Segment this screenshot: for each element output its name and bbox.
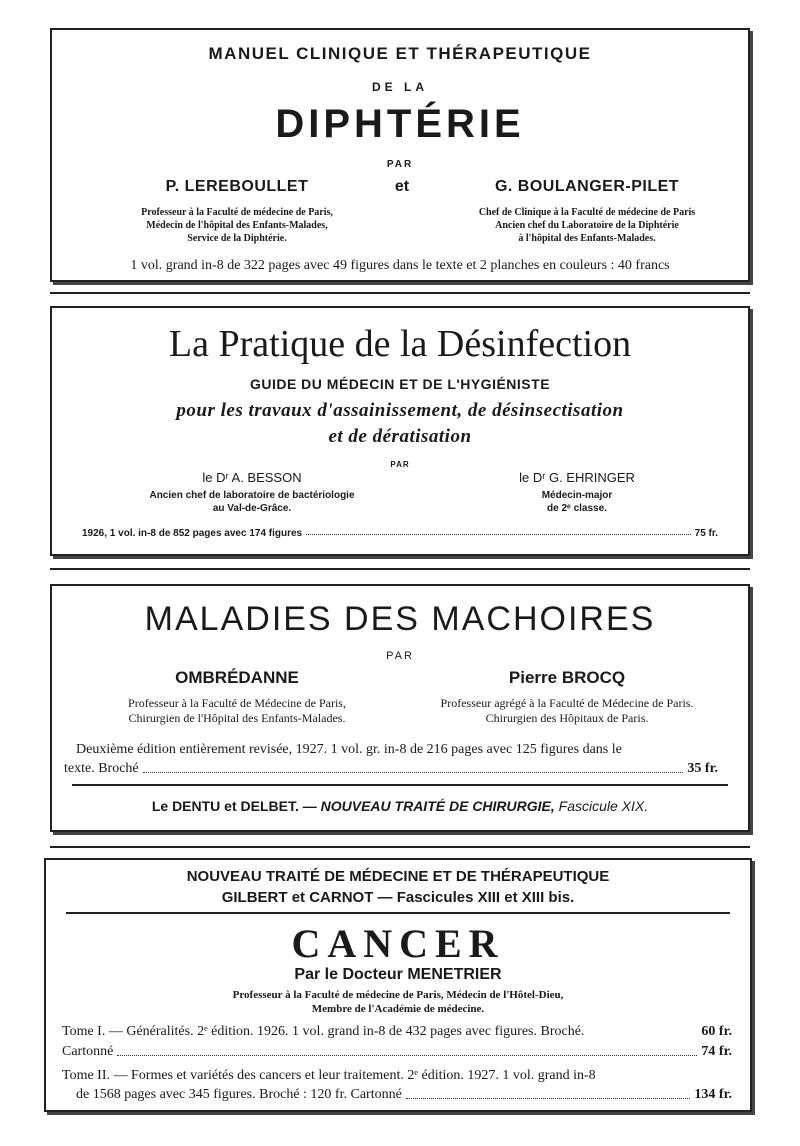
diphterie-right-desc-line: Ancien chef du Laboratoire de la Diphtérie [495, 220, 679, 231]
cancer-cartonne-label: Cartonné [62, 1044, 114, 1059]
cancer-author-desc2: Membre de l'Académie de médecine. [311, 1003, 485, 1015]
desinfection-subtitle: GUIDE DU MÉDECIN ET DE L'HYGIÉNISTE [249, 376, 551, 392]
machoires-left-desc [82, 696, 392, 726]
cancer-divider [66, 912, 730, 914]
desinfection-price-text: 1926, 1 vol. in-8 de 852 pages avec 174 figures [82, 528, 303, 539]
diphterie-left-desc [92, 206, 382, 245]
desinfection-italic-line2: et de dératisation [328, 426, 472, 447]
desinfection-price-value: 75 fr. [694, 528, 718, 539]
dotted-leader [117, 1055, 697, 1056]
desinfection-left-desc [112, 489, 392, 515]
cancer-cartonne-row [62, 1044, 732, 1060]
diphterie-right-desc [422, 206, 752, 245]
desinfection-right-desc-line: de 2ᵉ classe. [547, 503, 607, 514]
machoires-price-row [64, 761, 718, 777]
cancer-tome1-text: Tome I. — Généralités. 2ᵉ édition. 1926. 1 vol. grand in-8 de 432 pages avec figures. Broché. [62, 1024, 585, 1039]
cancer-header-line1: NOUVEAU TRAITÉ DE MÉDECINE ET DE THÉRAPEUTIQUE [186, 868, 610, 885]
ad-machoires [50, 584, 750, 832]
diphterie-header-line1: MANUEL CLINIQUE ET THÉRAPEUTIQUE [208, 44, 592, 63]
diphterie-author-left: P. LEREBOULLET [165, 178, 309, 195]
separator-rule [50, 292, 750, 294]
machoires-right-desc-line: Chirurgien des Hôpitaux de Paris. [485, 711, 649, 725]
machoires-par: PAR [386, 650, 414, 662]
ad-cancer [44, 858, 752, 1112]
machoires-price-value: 35 fr. [687, 761, 718, 776]
cancer-author-desc1: Professeur à la Faculté de médecine de Paris, Médecin de l'Hôtel-Dieu, [232, 989, 564, 1001]
machoires-right-desc [402, 696, 732, 726]
desinfection-right-desc [452, 489, 702, 515]
machoires-footer-suffix: Fascicule XIX. [558, 798, 649, 814]
separator-rule [50, 568, 750, 570]
dotted-leader [143, 772, 684, 773]
ad-desinfection [50, 306, 750, 556]
cancer-tome2-line1: Tome II. — Formes et variétés des cancers et leur traitement. 2ᵉ édition. 1927. 1 vol. grand in-8 [62, 1068, 596, 1083]
diphterie-right-desc-line: à l'hôpital des Enfants-Malades. [518, 233, 656, 244]
desinfection-par: PAR [390, 460, 410, 469]
desinfection-price-row [82, 528, 718, 539]
cancer-tome2-row [76, 1087, 732, 1103]
diphterie-header-line2: DE LA [372, 80, 428, 94]
cancer-author: Par le Docteur MENETRIER [294, 966, 502, 983]
machoires-left-desc-line: Chirurgien de l'Hôpital des Enfants-Malades. [128, 711, 346, 725]
ad-diphterie [50, 28, 750, 282]
machoires-edition-line2: texte. Broché [64, 761, 139, 776]
machoires-footer [52, 798, 748, 814]
cancer-tome1-price: 60 fr. [701, 1024, 732, 1039]
desinfection-right-desc-line: Médecin-major [541, 490, 613, 501]
cancer-title: CANCER [291, 921, 505, 966]
machoires-divider [72, 784, 728, 786]
machoires-right-desc-line: Professeur agrégé à la Faculté de Médecine de Paris. [440, 696, 694, 710]
desinfection-left-desc-line: Ancien chef de laboratoire de bactériologie [149, 490, 355, 501]
desinfection-title: La Pratique de la Désinfection [168, 323, 632, 365]
cancer-cartonne-price: 74 fr. [701, 1044, 732, 1059]
diphterie-author-right: G. BOULANGER-PILET [494, 178, 680, 195]
diphterie-par: PAR [386, 159, 414, 170]
machoires-author-right: Pierre BROCQ [508, 668, 626, 687]
cancer-tome2-line2: de 1568 pages avec 345 figures. Broché : 120 fr. Cartonné [76, 1087, 402, 1102]
machoires-author-left: OMBRÉDANNE [175, 668, 299, 687]
desinfection-author-left: le Dʳ A. BESSON [202, 470, 302, 485]
diphterie-title: DIPHTÉRIE [275, 102, 525, 146]
diphterie-left-desc-line: Médecin de l'hôpital des Enfants-Malades, [146, 220, 328, 231]
dotted-leader [306, 534, 691, 535]
machoires-footer-prefix: Le DENTU et DELBET. — [151, 798, 317, 814]
diphterie-left-desc-line: Professeur à la Faculté de médecine de Paris, [141, 207, 333, 218]
desinfection-italic-line1: pour les travaux d'assainissement, de désinsectisation [176, 400, 624, 421]
diphterie-right-desc-line: Chef de Clinique à la Faculté de médecine de Paris [478, 207, 696, 218]
desinfection-left-desc-line: au Val-de-Grâce. [212, 503, 292, 514]
cancer-tome2-price: 134 fr. [694, 1087, 732, 1102]
machoires-edition-line1: Deuxième édition entièrement revisée, 1927. 1 vol. gr. in-8 de 216 pages avec 125 figures dans le [76, 742, 622, 757]
dotted-leader [406, 1098, 691, 1099]
separator-rule [50, 846, 750, 848]
machoires-footer-italic: NOUVEAU TRAITÉ DE CHIRURGIE, [320, 798, 555, 814]
diphterie-price-line: 1 vol. grand in-8 de 322 pages avec 49 figures dans le texte et 2 planches en couleurs : 40 francs [130, 258, 670, 273]
cancer-tome1-row [62, 1024, 732, 1040]
cancer-header-line2: GILBERT et CARNOT — Fascicules XIII et XIII bis. [221, 889, 575, 906]
machoires-title: MALADIES DES MACHOIRES [144, 600, 656, 638]
diphterie-left-desc-line: Service de la Diphtérie. [187, 233, 287, 244]
machoires-left-desc-line: Professeur à la Faculté de Médecine de Paris, [128, 696, 346, 710]
diphterie-conj: et [394, 178, 410, 195]
desinfection-author-right: le Dʳ G. EHRINGER [519, 470, 635, 485]
